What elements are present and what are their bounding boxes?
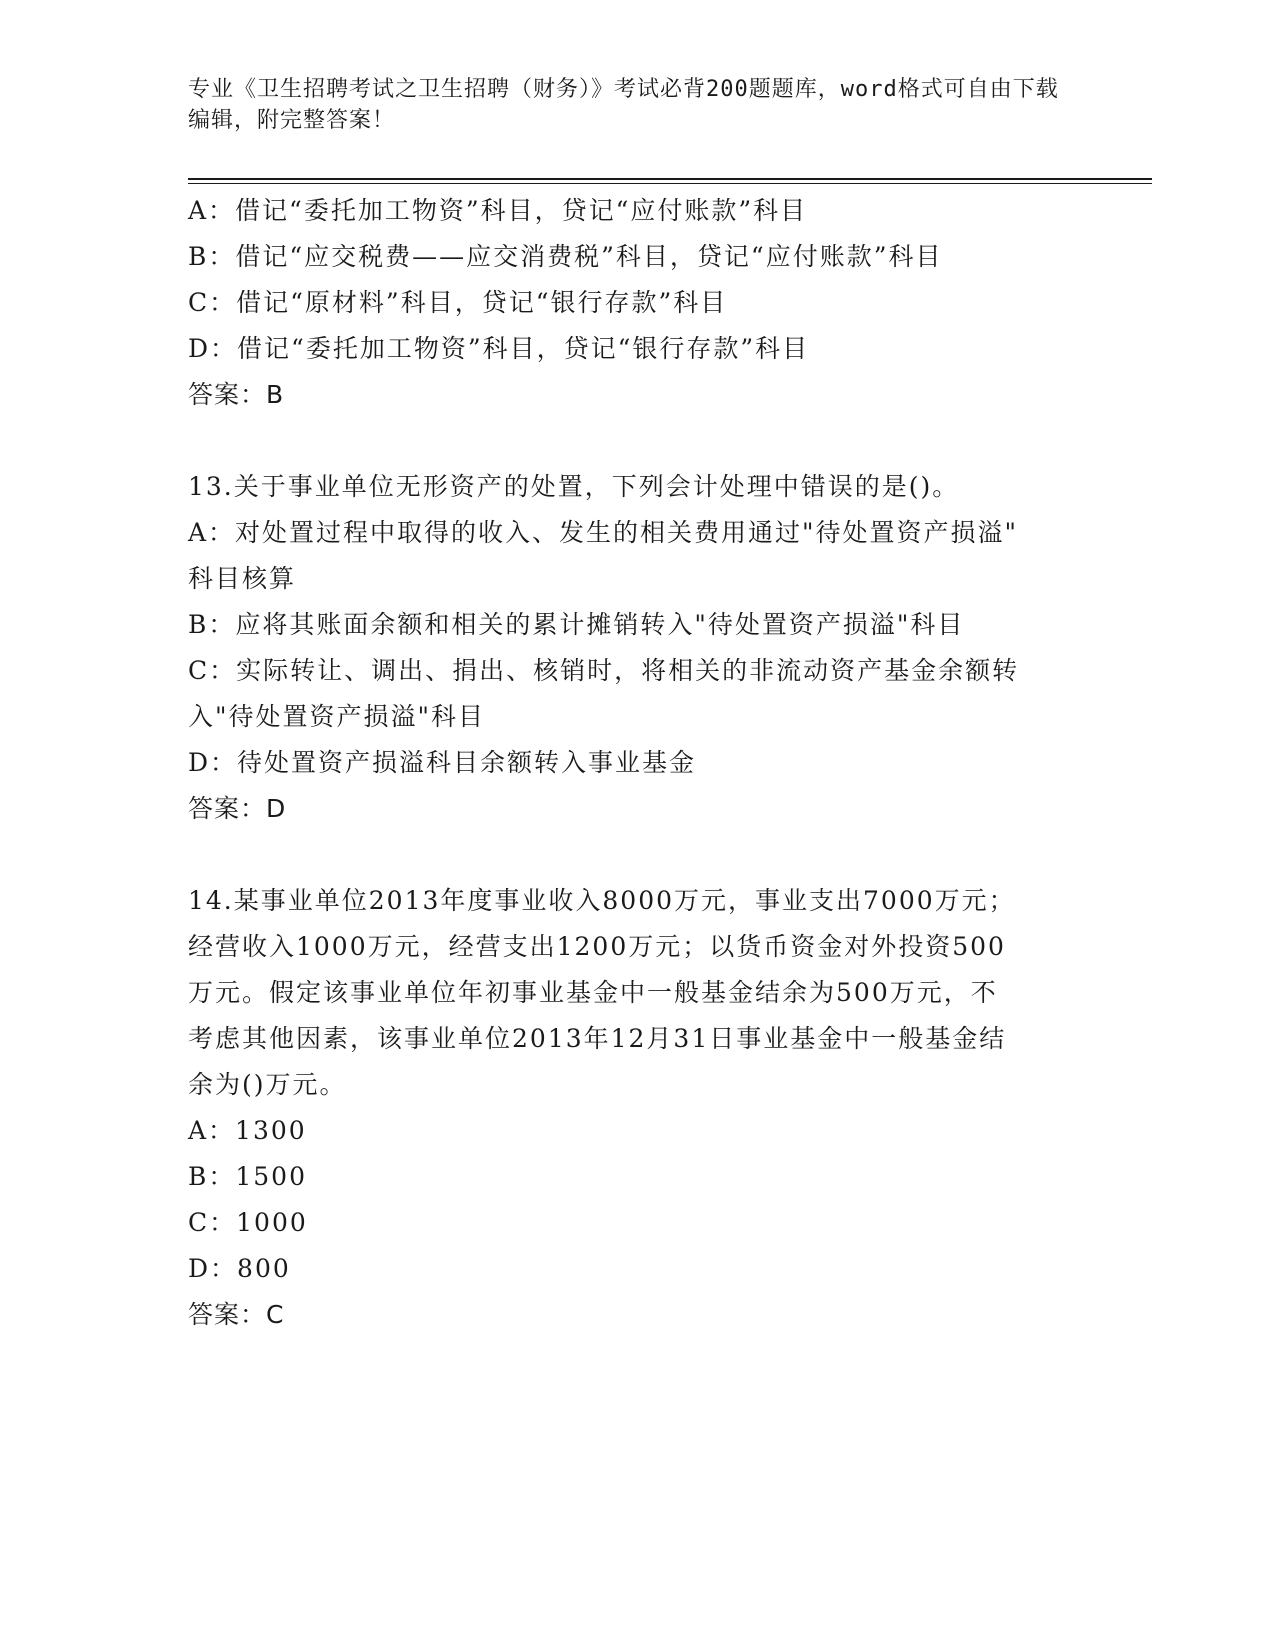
question-content — [188, 188, 1088, 1338]
option-a: A：对处置过程中取得的收入、发生的相关费用通过"待处置资产损溢" — [188, 518, 1019, 547]
option-c: C：1000 — [188, 1208, 308, 1237]
option-d: D：800 — [188, 1254, 291, 1283]
option-a-continued: 科目核算 — [188, 564, 297, 593]
option-b: B：借记“应交税费——应交消费税”科目，贷记“应付账款”科目 — [188, 242, 943, 271]
question-12-options — [188, 188, 1088, 418]
question-text: 13.关于事业单位无形资产的处置，下列会计处理中错误的是()。 — [188, 472, 960, 501]
header-divider-thin — [188, 183, 1152, 184]
option-d: D：待处置资产损溢科目余额转入事业基金 — [188, 748, 697, 777]
spacer — [188, 832, 1088, 878]
option-a: A：1300 — [188, 1116, 307, 1145]
question-14 — [188, 878, 1088, 1338]
option-d: D：借记“委托加工物资”科目，贷记“银行存款”科目 — [188, 334, 810, 363]
option-b: B：1500 — [188, 1162, 307, 1191]
answer: 答案：B — [188, 380, 285, 409]
answer: 答案：C — [188, 1300, 285, 1329]
spacer — [188, 418, 1088, 464]
answer: 答案：D — [188, 794, 287, 823]
option-c: C：实际转让、调出、捐出、核销时，将相关的非流动资产基金余额转 — [188, 656, 1020, 685]
document-header: 专业《卫生招聘考试之卫生招聘（财务）》考试必背200题题库，word格式可自由下载编辑，附完整答案！ — [188, 77, 1059, 133]
option-c: C：借记“原材料”科目，贷记“银行存款”科目 — [188, 288, 728, 317]
question-text-line: 考虑其他因素，该事业单位2013年12月31日事业基金中一般基金结 — [188, 1024, 1007, 1053]
question-text-line: 14.某事业单位2013年度事业收入8000万元，事业支出7000万元； — [188, 886, 1016, 915]
option-a: A：借记“委托加工物资”科目，贷记“应付账款”科目 — [188, 196, 808, 225]
option-b: B：应将其账面余额和相关的累计摊销转入"待处置资产损溢"科目 — [188, 610, 965, 639]
header-divider-thick — [188, 178, 1152, 180]
question-13 — [188, 464, 1088, 832]
question-text-line: 经营收入1000万元，经营支出1200万元；以货币资金对外投资500 — [188, 932, 1006, 961]
question-text-line: 万元。假定该事业单位年初事业基金中一般基金结余为500万元，不 — [188, 978, 998, 1007]
option-c-continued: 入"待处置资产损溢"科目 — [188, 702, 485, 731]
question-text-line: 余为()万元。 — [188, 1070, 347, 1099]
